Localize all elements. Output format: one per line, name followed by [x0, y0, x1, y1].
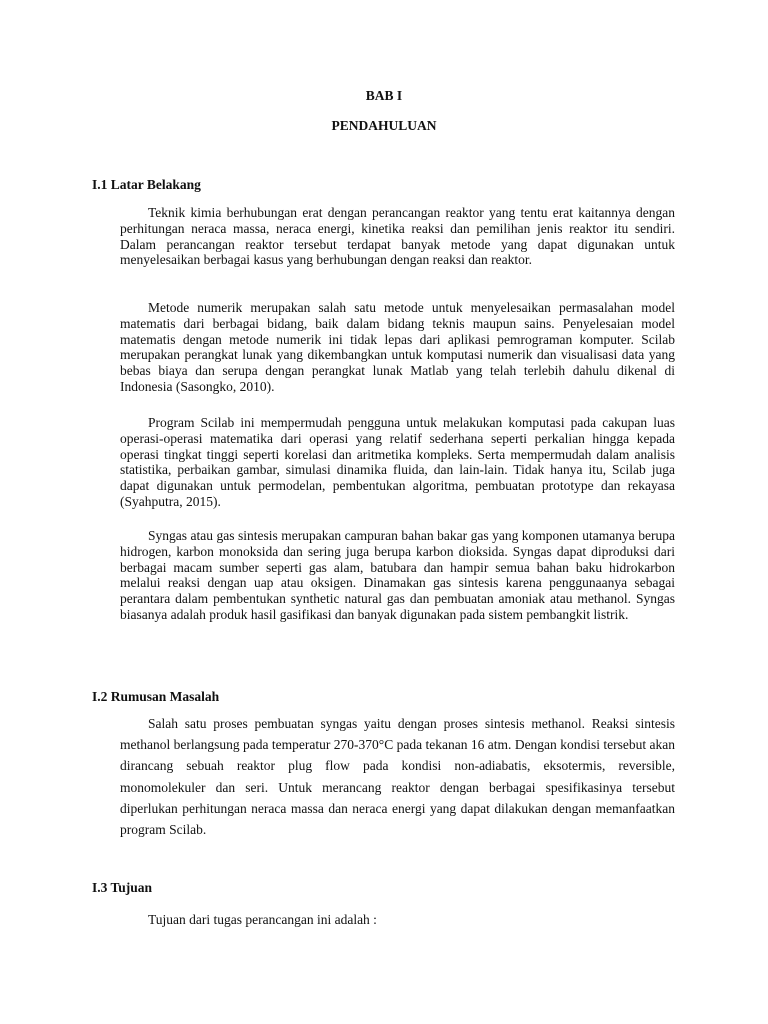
section-heading-rumusan-masalah: I.2 Rumusan Masalah [92, 689, 220, 704]
paragraph-rumusan-masalah: Salah satu proses pembuatan syngas yaitu dengan proses sintesis methanol. Reaksi sintesis methanol berlangsung pada temperatur 270-370°C pada tekanan 16 atm. Dengan kondisi tersebut akan dirancang sebuah reaktor plug flow pada kondisi non-adiabatis, eksotermis, reversible, monomolekuler dan seri. Untuk merancang reaktor dengan berbagai spesifikasinya tersebut diperlukan perhitungan neraca massa dan neraca energi yang dapat dilakukan dengan memanfaatkan program Scilab. [120, 716, 675, 838]
paragraph-latar-belakang-4: Syngas atau gas sintesis merupakan campuran bahan bakar gas yang komponen utamanya berupa hidrogen, karbon monoksida dan sering juga berupa karbon dioksida. Syngas dapat diproduksi dari berbagai macam sumber seperti gas alam, batubara dan hampir semua bahan baku hidrokarbon melalui reaksi dengan uap atau oksigen. Dinamakan gas sintesis karena penggunaanya sebagai perantara dalam pembentukan synthetic natural gas dan pembuatan amoniak atau methanol. Syngas biasanya adalah produk hasil gasifikasi dan banyak digunakan pada sistem pembangkit listrik. [120, 528, 675, 622]
chapter-label: BAB I [365, 88, 403, 103]
paragraph-latar-belakang-3: Program Scilab ini mempermudah pengguna untuk melakukan komputasi pada cakupan luas operasi-operasi matematika dari operasi yang relatif sederhana seperti perkalian hingga kepada operasi tingkat tinggi seperti korelasi dan aritmetika kompleks. Serta mempermudah dalam analisis statistika, perbaikan gambar, simulasi dinamika fluida, dan lain-lain. Tidak hanya itu, Scilab juga dapat digunakan untuk permodelan, pembentukan algoritma, pembuatan prototype dan rekayasa (Syahputra, 2015). [120, 415, 675, 509]
paragraph-tujuan: Tujuan dari tugas perancangan ini adalah : [148, 912, 377, 927]
section-heading-latar-belakang: I.1 Latar Belakang [92, 177, 201, 192]
chapter-title: PENDAHULUAN [331, 118, 437, 133]
paragraph-latar-belakang-2: Metode numerik merupakan salah satu metode untuk menyelesaikan permasalahan model matematis dari berbagai bidang, baik dalam bidang teknis maupun sains. Penyelesaian model matematis dengan metode numerik ini tidak lepas dari aplikasi pemrograman komputer. Scilab merupakan perangkat lunak yang dikembangkan untuk komputasi numerik dan visualisasi data yang bebas biaya dan serupa dengan perangkat lunak Matlab yang telah terlebih dahulu dikenal di Indonesia (Sasongko, 2010). [120, 300, 675, 394]
paragraph-latar-belakang-1: Teknik kimia berhubungan erat dengan perancangan reaktor yang tentu erat kaitannya dengan perhitungan neraca massa, neraca energi, kinetika reaksi dan pemilihan jenis reaktor itu sendiri. Dalam perancangan reaktor tersebut terdapat banyak metode yang dapat digunakan untuk menyelesaikan berbagai kasus yang berhubungan dengan reaksi dan reaktor. [120, 205, 675, 268]
section-heading-tujuan: I.3 Tujuan [92, 880, 153, 895]
